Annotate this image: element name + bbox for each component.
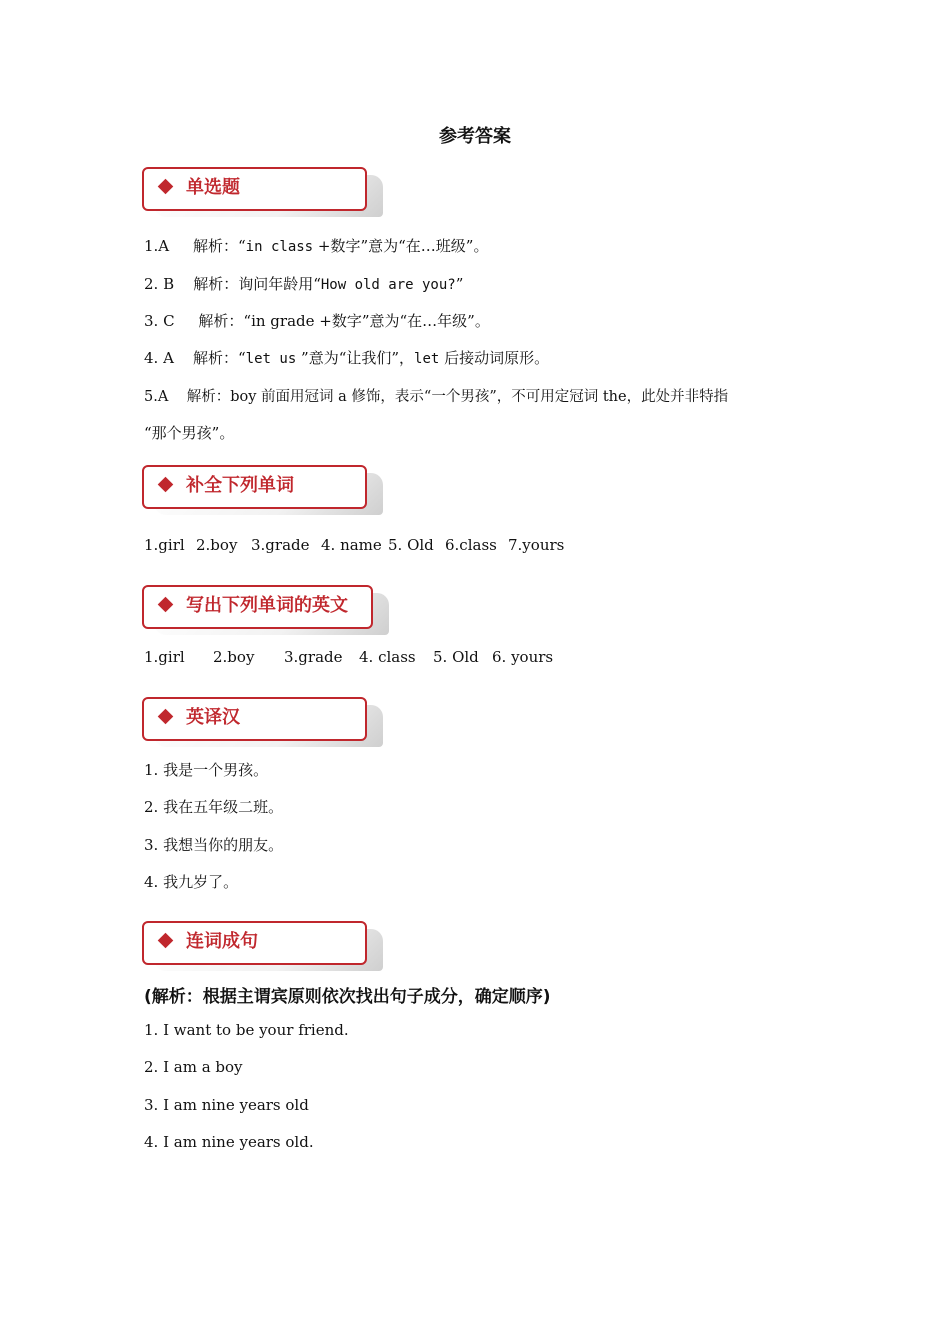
answer-number: 3. C — [144, 312, 175, 330]
section-header-box — [142, 167, 367, 211]
page-title: 参考答案 — [439, 126, 511, 147]
translation-line: 2. 我在五年级二班。 — [144, 798, 284, 816]
translation-line: 1. 我是一个男孩。 — [144, 761, 269, 779]
answer-explanation: 解析：“ — [193, 237, 246, 255]
answer-line-1 — [144, 235, 488, 256]
section-header-box — [142, 697, 367, 741]
answer-code-text: How old are you? — [320, 277, 456, 293]
section-header-write — [142, 585, 373, 629]
translation-line: 3. 我想当你的朋友。 — [144, 836, 284, 854]
answer-explanation: 解析：“in grade +数字”意为“在…年级”。 — [198, 312, 490, 330]
section-title: 补全下列单词 — [186, 475, 294, 496]
answer-explanation-end: ” — [455, 275, 464, 293]
word-item: 7.yours — [508, 536, 565, 554]
answer-line-4 — [144, 347, 549, 368]
section-header-translate — [142, 697, 367, 741]
answer-number: 1.A — [144, 237, 170, 255]
answer-line-5 — [144, 385, 728, 406]
word-item: 1.girl — [144, 536, 185, 554]
sentence-line: 1. I want to be your friend. — [144, 1021, 349, 1039]
word-item: 3.grade — [284, 648, 343, 666]
section-title: 英译汉 — [186, 707, 240, 728]
section-title: 连词成句 — [186, 931, 258, 952]
answer-explanation: 解析：“ — [193, 349, 246, 367]
word-item: 6.class — [445, 536, 497, 554]
word-item: 3.grade — [251, 536, 310, 554]
word-item: 2.boy — [196, 536, 238, 554]
answer-code-text: in class — [245, 239, 314, 255]
sentence-line: 2. I am a boy — [144, 1058, 243, 1076]
answer-number: 5.A — [144, 389, 169, 405]
answer-line-5-continued: “那个男孩”。 — [144, 424, 235, 442]
section-header-order — [142, 921, 367, 965]
section-header-choice — [142, 167, 367, 211]
answer-code-text: let — [414, 351, 440, 367]
word-item: 5. Old — [388, 536, 434, 554]
answer-line-3 — [144, 310, 490, 331]
word-item: 4. name — [321, 536, 382, 554]
answer-code-text: let us — [245, 351, 297, 367]
sentence-line: 4. I am nine years old. — [144, 1133, 314, 1151]
answer-number: 2. B — [144, 275, 175, 293]
word-item: 1.girl — [144, 648, 185, 666]
word-item: 6. yours — [492, 648, 554, 666]
order-note: (解析：根据主谓宾原则依次找出句子成分，确定顺序) — [144, 987, 551, 1007]
word-item: 5. Old — [433, 648, 479, 666]
word-item: 2.boy — [213, 648, 255, 666]
answer-explanation: 解析：询问年龄用“ — [193, 275, 321, 293]
sentence-line: 3. I am nine years old — [144, 1096, 309, 1114]
answer-explanation-end: 后接动词原形。 — [444, 349, 550, 367]
section-title: 写出下列单词的英文 — [186, 595, 348, 616]
answer-number: 4. A — [144, 349, 174, 367]
answer-explanation-mid: ”意为“让我们”， — [301, 349, 415, 367]
answer-explanation-end: +数字”意为“在…班级”。 — [317, 237, 489, 255]
section-header-complete — [142, 465, 367, 509]
translation-line: 4. 我九岁了。 — [144, 873, 239, 891]
section-title: 单选题 — [186, 177, 240, 198]
answer-line-2 — [144, 273, 463, 294]
word-item: 4. class — [359, 648, 416, 666]
answer-explanation: 解析：boy 前面用冠词 a 修饰，表示“一个男孩”，不可用定冠词 the，此处并非特指 — [186, 389, 729, 405]
